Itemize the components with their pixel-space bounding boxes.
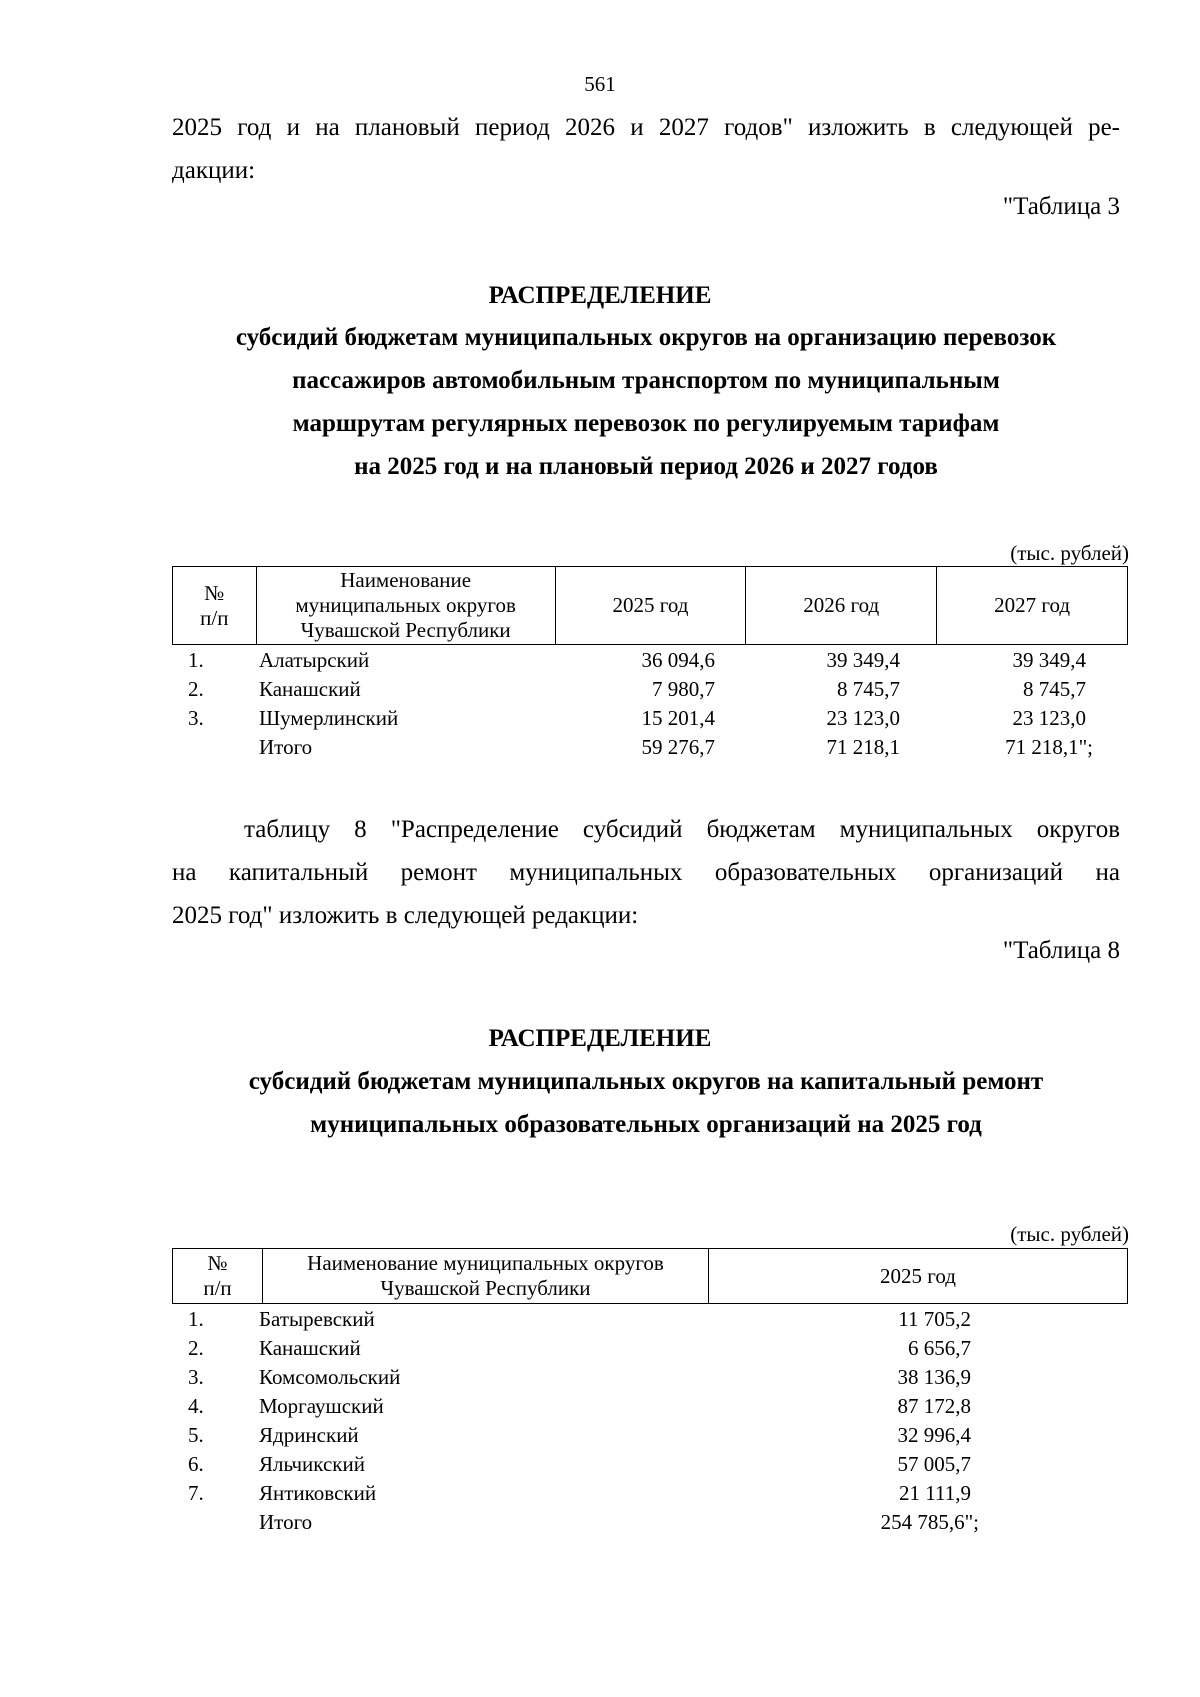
row-name: Итого [259,1510,313,1534]
table-row [0,1450,1200,1479]
intro-line-1: 2025 год и на плановый период 2026 и 2027 годов" изложить в следующей ре- [172,114,1120,141]
table-row [0,1392,1200,1421]
table-row [0,675,1200,704]
table8-subheading-line: муниципальных образовательных организаций на 2025 год [310,1111,982,1138]
table-row [0,1421,1200,1450]
row-value-2025: 6 656,7 [908,1336,971,1360]
table3-header-2027: 2027 год [937,567,1128,645]
row-num: 3. [188,1365,204,1389]
table-row [0,646,1200,675]
row-name: Шумерлинский [259,706,399,730]
table3-subheading-line: маршрутам регулярных перевозок по регулируемым тарифам [292,410,1000,437]
row-name: Итого [259,735,313,759]
table8-header-name: Наименование муниципальных округов Чувашской Республики [263,1249,709,1304]
row-name: Моргаушский [259,1394,384,1418]
row-value-2025: 59 276,7 [641,735,715,759]
row-name: Канашский [259,677,361,701]
table3-subheading-line: субсидий бюджетам муниципальных округов на организацию перевозок [235,324,1057,351]
row-value-2026: 8 745,7 [837,677,900,701]
table-row [0,704,1200,733]
table8-header-num: № п/п [173,1249,263,1304]
table3-header-2025: 2025 год [555,567,746,645]
table8-units: (тыс. рублей) [1010,1222,1129,1246]
row-value-2025: 11 705,2 [898,1307,971,1331]
table3-body [0,646,1200,762]
table3-subheading-line: пассажиров автомобильным транспортом по муниципальным [292,367,1000,394]
row-value-2025: 32 996,4 [897,1423,971,1447]
table-row-total [0,1508,1200,1537]
table8-header-2025: 2025 год [709,1249,1128,1304]
table-row [0,1334,1200,1363]
row-num: 5. [188,1423,204,1447]
table3-header-name: Наименование муниципальных округов Чувашской Республики [256,567,555,645]
row-num: 2. [188,677,204,701]
row-value-2025: 36 094,6 [641,648,715,672]
table8-heading: РАСПРЕДЕЛЕНИЕ [488,1025,712,1052]
intro-line-2: дакции: [172,157,256,184]
table8-header [172,1248,1128,1304]
table-row [0,1363,1200,1392]
row-name: Комсомольский [259,1365,401,1389]
row-num: 3. [188,706,204,730]
row-num: 1. [188,1307,204,1331]
row-value-2026: 39 349,4 [826,648,900,672]
row-value-2025: 21 111,9 [899,1481,971,1505]
row-num: 6. [188,1452,204,1476]
row-num: 4. [188,1394,204,1418]
table-row [0,1479,1200,1508]
middle-line-1: таблицу 8 "Распределение субсидий бюджетам муниципальных округов [244,816,1120,843]
table3-heading: РАСПРЕДЕЛЕНИЕ [488,282,712,309]
table3-header [172,566,1128,645]
table8-subheading-line: субсидий бюджетам муниципальных округов на капитальный ремонт [248,1068,1044,1095]
table3-subheading-line: на 2025 год и на плановый период 2026 и 2027 годов [354,453,938,480]
row-name: Канашский [259,1336,361,1360]
row-value-2026: 23 123,0 [826,706,900,730]
row-value-2027: 39 349,4 [1012,648,1086,672]
row-name: Яльчикский [259,1452,365,1476]
row-name: Ядринский [259,1423,359,1447]
table3-header-num: № п/п [173,567,257,645]
table3-label: "Таблица 3 [1002,193,1120,220]
row-value-2027: 71 218,1"; [1005,735,1093,759]
table3-header-2026: 2026 год [746,567,937,645]
table8-subheading [172,1060,1120,1146]
row-num: 2. [188,1336,204,1360]
table-row [0,1305,1200,1334]
row-num: 7. [188,1481,204,1505]
page-number: 561 [584,72,616,96]
row-value-2026: 71 218,1 [826,735,900,759]
row-name: Батыревский [259,1307,375,1331]
row-value-2027: 23 123,0 [1012,706,1086,730]
row-value-2025: 254 785,6"; [880,1510,979,1534]
row-value-2025: 57 005,7 [897,1452,971,1476]
row-num: 1. [188,648,204,672]
row-value-2025: 15 201,4 [641,706,715,730]
middle-line-3: 2025 год" изложить в следующей редакции: [172,902,639,929]
table3-subheading [172,316,1120,488]
row-value-2025: 7 980,7 [652,677,715,701]
table3-units: (тыс. рублей) [1010,541,1129,565]
row-value-2025: 38 136,9 [897,1365,971,1389]
table8-body [0,1305,1200,1537]
row-value-2025: 87 172,8 [897,1394,971,1418]
row-name: Алатырский [259,648,370,672]
row-name: Янтиковский [259,1481,377,1505]
middle-line-2: на капитальный ремонт муниципальных образовательных организаций на [172,859,1120,886]
row-value-2027: 8 745,7 [1023,677,1086,701]
table8-label: "Таблица 8 [1002,937,1120,964]
table-row-total [0,733,1200,762]
